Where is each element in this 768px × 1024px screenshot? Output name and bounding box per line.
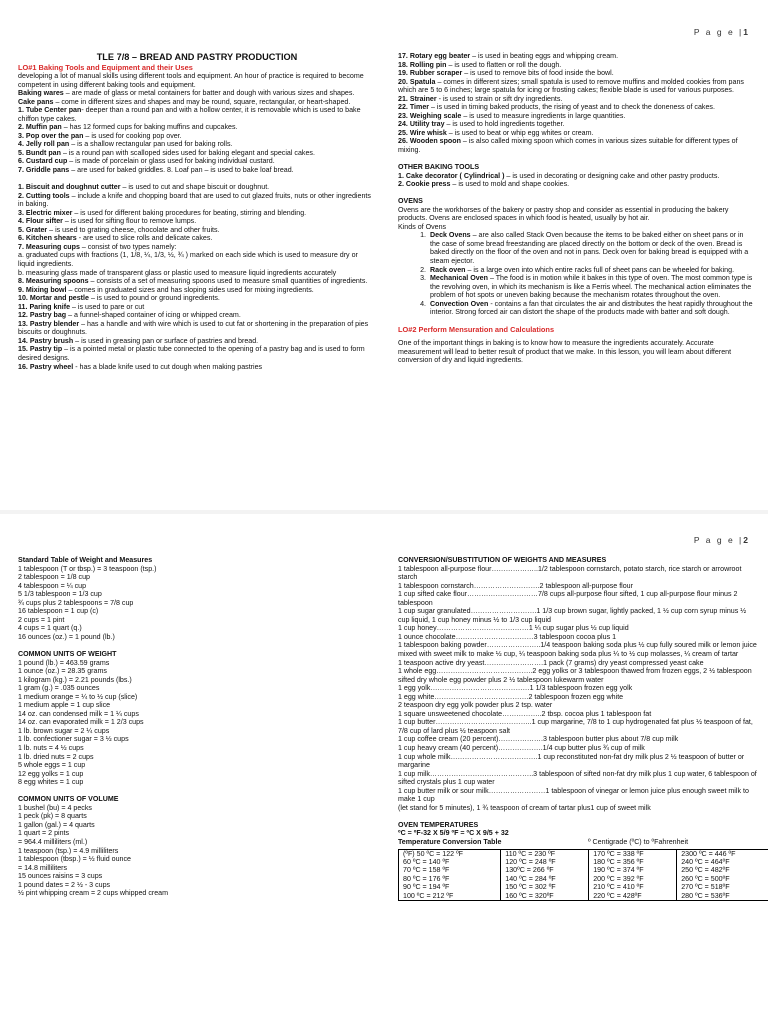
list-item-text: – are used for baked griddles. 8. Loaf pan – is used to bake loaf bread. xyxy=(69,166,294,175)
list-item-text: - deeper than a round pan and with a hollow center, it is removable which is used to bake chiffon type cakes. xyxy=(18,106,361,123)
volume-lines xyxy=(18,804,376,898)
temp-entry: 180 ºC = 356 ºF xyxy=(593,857,644,866)
weight-lines xyxy=(18,659,376,787)
list-item-text: – is used in timing baked products, the rising of yeast and to check the doneness of cakes. xyxy=(429,103,715,112)
temp-entry: 2300 ºC = 446 ºF xyxy=(681,849,736,858)
list-item-text: – is used to measure ingredients in large quantities. xyxy=(461,111,626,120)
list-item-term: 9. Mixing bowl xyxy=(18,285,67,294)
list-item-text: - are used to slice rolls and delicate cakes. xyxy=(76,234,213,243)
temp-entry: 270 ºC = 518ºF xyxy=(681,883,730,892)
text-line: = 14.8 milliliters xyxy=(18,863,68,872)
temp-entry: 80 ºC = 176 ºF xyxy=(403,874,450,883)
table-cell xyxy=(677,849,768,900)
list-item-text: – is used for cooking pop over. xyxy=(83,131,182,140)
conversion-heading: CONVERSION/SUBSTITUTION OF WEIGHTS AND MEASURES xyxy=(398,556,607,564)
temp-entry: 220 ºC = 428ºF xyxy=(593,891,642,900)
list-item-text: – is used to hold ingredients together. xyxy=(444,120,565,129)
text-line: 2 cups = 1 pint xyxy=(18,615,65,624)
list-item-text: – comes in graduated sizes and has sloping sides used for mixing ingredients. xyxy=(66,285,314,294)
temp-entry: 130ºC = 266 ºF xyxy=(505,866,554,875)
list-item xyxy=(18,98,376,107)
list-item-text: – is a round pan with scalloped sides used for baking elegant and special cakes. xyxy=(60,148,315,157)
page-number-value: 1 xyxy=(743,27,748,37)
list-item-term: 24. Utility tray xyxy=(398,120,445,129)
list-item-text: – has 12 formed cups for baking muffins and cupcakes. xyxy=(61,123,238,132)
page-number xyxy=(694,27,748,37)
list-item-term: 13. Pastry blender xyxy=(18,319,80,328)
text-line: 1 pound (lb.) = 463.59 grams xyxy=(18,658,110,667)
text-line: 1 cup sugar granulated……………………….1 1/3 cup brown sugar, lightly packed, 1 ½ cup corn syrup minus ½ cup liquid, 1 cup honey minus ½ to 1/3 cup liquid xyxy=(398,607,747,624)
list-item-term: 3. Electric mixer xyxy=(18,208,73,217)
list-item-term: 21. Strainer xyxy=(398,94,437,103)
text-line: 1 cup milk……………………………………..3 tablespoon of sifted non-fat dry milk plus 1 cup water, 6 tablespoon of sifted crystals plus 1 cup water xyxy=(398,769,757,787)
oven-kind-text: – is a large oven into which entire racks full of sheet pans can be wheeled for baking. xyxy=(465,265,735,274)
ovens-intro: Ovens are the workhorses of the bakery or pastry shop and consider as essential in producing the bakery products. Ovens are enclosed spaces in which food is heated, usually by hot air. xyxy=(398,205,729,223)
text-line: 1 cup coffee cream (20 percent)……………….3 tablespoon butter plus about 7/8 cup milk xyxy=(398,735,679,744)
text-line: 1 whole egg…………………………………..2 egg yolks or 3 tablespoon thawed from frozen eggs, 2 ½ tablespoon sifted dry whole egg powder plus 2 ½ tablespoon lukewarm water xyxy=(398,667,752,684)
list-item-text: – has a handle and with wire which is used to cut fat or shortening in the preparation of pies biscuits or doughnuts. xyxy=(18,319,369,337)
list-item xyxy=(398,52,753,61)
page-number xyxy=(694,535,748,545)
list-item-term: 11. Paring knife xyxy=(18,302,71,311)
text-line: 1 teaspoon (tsp.) = 4.9 milliliters xyxy=(18,846,119,855)
list-item-text: – is used for different baking procedures for beating, stirring and blending. xyxy=(72,208,307,217)
list-item-term: 4. Jelly roll pan xyxy=(18,140,70,149)
list-item-text: – is also called mixing spoon which comes in various sizes suitable for different types of mixing. xyxy=(398,137,738,155)
text-line: 1 cup honey…………………………………1 ¼ cup sugar plus ½ cup liquid xyxy=(398,624,629,633)
list-item-term: 16. Pastry wheel xyxy=(18,362,74,371)
temp-entry: 150 ºC = 302 ºF xyxy=(505,883,556,892)
list-item-text: - is used to strain or sift dry ingredients. xyxy=(436,94,563,103)
text-line: 1 pound dates = 2 ½ - 3 cups xyxy=(18,880,111,889)
temp-entry: 140 ºC = 284 ºF xyxy=(505,874,556,883)
text-line: 1 quart = 2 pints xyxy=(18,829,70,838)
right-column xyxy=(398,52,753,365)
list-item xyxy=(18,363,376,372)
list-item-term: 18. Rolling pin xyxy=(398,60,447,69)
list-item-term: 8. Measuring spoons xyxy=(18,277,89,286)
list-item xyxy=(398,103,753,112)
text-line: 1 lb. confectioner sugar = 3 ½ cups xyxy=(18,735,129,744)
page-2 xyxy=(0,512,768,1024)
list-item xyxy=(18,166,376,175)
list-item xyxy=(18,320,376,337)
temperature-table xyxy=(398,849,768,901)
list-item-text: – is used to remove bits of food inside the bowl. xyxy=(462,69,614,78)
tools-list-3 xyxy=(398,52,753,155)
list-item-text: – is used to pound or ground ingredients. xyxy=(88,294,220,303)
text-line: 15 ounces raisins = 3 cups xyxy=(18,872,103,881)
list-item xyxy=(18,251,376,268)
list-item-term: 14. Pastry brush xyxy=(18,336,74,345)
table-cell xyxy=(589,849,677,900)
text-line: (let stand for 5 minutes), 1 ¾ teaspoon of cream of tartar plus1 cup of sweet milk xyxy=(398,803,651,812)
lo2-heading: LO#2 Perform Mensuration and Calculations xyxy=(398,325,555,335)
text-line: 12 egg yolks = 1 cup xyxy=(18,769,84,778)
text-line: = 964.4 milliliters (ml.) xyxy=(18,837,88,846)
list-item-text: – is used to cut and shape biscuit or doughnut. xyxy=(120,183,270,192)
list-item xyxy=(18,217,376,226)
list-item xyxy=(18,183,376,192)
list-item xyxy=(18,243,376,252)
temp-entry: 250 ºC = 482ºF xyxy=(681,866,730,875)
list-item xyxy=(398,137,753,154)
volume-heading: COMMON UNITS OF VOLUME xyxy=(18,795,119,804)
list-item-term: 15. Pastry tip xyxy=(18,345,63,354)
text-line: 8 egg whites = 1 cup xyxy=(18,778,84,787)
list-item xyxy=(18,277,376,286)
text-line: 1 tablespoon (T or tbsp.) = 3 teaspoon (tsp.) xyxy=(18,564,157,573)
text-line: 1 gallon (gal.) = 4 quarts xyxy=(18,820,95,829)
list-item-text: – is made of porcelain or glass used for baking individual custard. xyxy=(67,157,275,166)
temp-entry: 200 ºC = 392 ºF xyxy=(593,874,644,883)
temp-entry: 240 ºC = 464ºF xyxy=(681,857,730,866)
list-item-term: 2. Muffin pan xyxy=(18,123,62,132)
text-line: 1 ounce (oz.) = 28.35 grams xyxy=(18,667,107,676)
list-item xyxy=(18,234,376,243)
lo2-paragraph: One of the important things in baking is to know how to measure the ingredients accurately. Accurate measurement will lead to better result of product that we make. In this lesson, you will learn about different conversion of dry and liquid ingredients. xyxy=(398,339,732,365)
text-line: 1 egg white………………………………….2 tablespoon frozen egg white xyxy=(398,692,624,701)
list-item xyxy=(18,294,376,303)
oven-kinds-list xyxy=(428,231,753,316)
list-item-term: 12. Pastry bag xyxy=(18,311,67,320)
list-item-text: – comes in different sizes; small spatula is used to remove muffins and molded cookies from pans which are 5 to 6 inches; large spatula for icing or frosting cakes; flexible blade is used for various purposes. xyxy=(398,77,744,95)
oven-kind-item xyxy=(428,274,753,300)
list-item-text: – is used to beat or whip egg whites or cream. xyxy=(446,128,594,137)
list-item xyxy=(398,69,753,78)
list-item xyxy=(18,192,376,209)
list-item xyxy=(398,112,753,121)
list-item-text: – come in different sizes and shapes and may be round, square, rectangular, or heart-shaped. xyxy=(53,97,351,106)
list-item xyxy=(18,209,376,218)
left-column xyxy=(18,556,376,898)
temp-table-title: Temperature Conversion Table xyxy=(398,838,502,846)
kinds-label: Kinds of Ovens xyxy=(398,222,447,231)
list-item xyxy=(398,180,753,189)
other-tools-list xyxy=(398,172,753,189)
ovens-heading: OVENS xyxy=(398,197,423,206)
list-item-term: 5. Grater xyxy=(18,225,48,234)
list-item-text: – is a shallow rectangular pan used for baking rolls. xyxy=(69,140,233,149)
list-item xyxy=(18,149,376,158)
list-item-text: – are made of glass or metal containers for batter and dough with various sizes and shapes. xyxy=(63,89,355,98)
list-item-term: 20. Spatula xyxy=(398,77,436,86)
temp-entry: 110 ºC = 230 ºF xyxy=(505,849,556,858)
list-item-text: b. measuring glass made of transparent glass or plastic used to measure liquid ingredients accurately xyxy=(18,268,337,277)
list-item-term: 23. Weighing scale xyxy=(398,111,462,120)
oven-kind-item xyxy=(428,300,753,317)
text-line: 1 tablespoon all-purpose flour………………..1/2 tablespoon cornstarch, potato starch, rice starch or arrowroot starch xyxy=(398,564,742,582)
temp-entry: 120 ºC = 248 ºF xyxy=(505,857,556,866)
text-line: 1 cup butter…………………………………..1 cup margarine, 7/8 to 1 cup hydrogenated fat plus ½ teaspoon of fat, 7/8 cup of lard plus ½ teaspoon salt xyxy=(398,718,753,735)
tools-list-2 xyxy=(18,183,376,371)
temp-table-caption xyxy=(398,838,758,847)
list-item-text: – include a knife and chopping board that are used to cut glazed fruits, nuts or other ingredients in baking. xyxy=(18,191,371,209)
oven-kind-item xyxy=(428,231,753,265)
temp-entry: 100 ºC = 212 ºF xyxy=(403,891,454,900)
list-item-text: – a funnel-shaped container of icing or whipped cream. xyxy=(66,311,241,320)
temp-entry: 170 ºC = 338 ºF xyxy=(593,849,644,858)
list-item xyxy=(18,140,376,149)
text-line: 2 teaspoon dry egg yolk powder plus 2 tsp. water xyxy=(398,701,553,710)
text-line: 5 whole eggs = 1 cup xyxy=(18,761,86,770)
standard-table-lines xyxy=(18,565,376,642)
text-line: 1 ounce chocolate……………………………3 tablespoon cocoa plus 1 xyxy=(398,632,617,641)
list-item-text: – is used to mold and shape cookies. xyxy=(450,180,570,189)
text-line: 1 medium orange = ¼ to ½ cup (slice) xyxy=(18,692,138,701)
text-line: 1 gram (g.) = .035 ounces xyxy=(18,684,100,693)
page-number-value: 2 xyxy=(743,535,748,545)
list-item xyxy=(398,129,753,138)
list-item-text: – is used to grating cheese, chocolate and other fruits. xyxy=(47,225,220,234)
list-item-text: – is used to flatten or roll the dough. xyxy=(446,60,562,69)
list-item-term: 25. Wire whisk xyxy=(398,128,447,137)
text-line: 1 cup heavy cream (40 percent)……………….1/4 cup butter plus ¾ cup of milk xyxy=(398,744,645,753)
list-item-term: 22. Timer xyxy=(398,103,430,112)
list-item-text: – is used for sifting flour to remove lumps. xyxy=(62,217,197,226)
temp-entry: 90 ºC = 194 ºF xyxy=(403,883,450,892)
list-item-text: – is used in greasing pan or surface of pastries and bread. xyxy=(73,336,259,345)
list-item-text: – consist of two types namely: xyxy=(79,242,177,251)
list-item-term: Cake pans xyxy=(18,97,54,106)
list-item-term: 3. Pop over the pan xyxy=(18,131,84,140)
list-item xyxy=(398,78,753,95)
text-line: 1 cup butter milk or sour milk……………………1 tablespoon of vinegar or lemon juice plus enough sweet milk to make 1 cup xyxy=(398,786,749,804)
intro-paragraph: developing a lot of manual skills using different tools and equipment. An hour of practice is required to become competent in using different baking tools and equipment. xyxy=(18,72,364,89)
list-item-term: 1. Tube Center pan xyxy=(18,106,82,115)
list-item xyxy=(18,89,376,98)
list-item xyxy=(18,157,376,166)
list-item-text: – is used in beating eggs and whipping cream. xyxy=(470,52,619,60)
temp-entry: 190 ºC = 374 ºF xyxy=(593,866,644,875)
text-line: 14 oz. can evaporated milk = 1 2/3 cups xyxy=(18,718,144,727)
text-line: 1 peck (pk) = 8 quarts xyxy=(18,812,87,821)
temp-entry: 260 ºC = 500ºF xyxy=(681,874,730,883)
oven-kind-text: - contains a fan that circulates the air and distributes the heat rapidly throughout the interior. Strong forced air can distort the shape of the products made with batter and soft dough. xyxy=(430,299,753,317)
text-line: 1 tablespoon baking powder…………………..1/4 teaspoon baking soda plus ½ cup fully soured milk or lemon juice mixed with sweet milk to make ½ cup, ¼ teaspoon baking soda plus ¼ to ½ cup molasses, ¼ cream of tartar xyxy=(398,641,757,659)
list-item-term: 1. Biscuit and doughnut cutter xyxy=(18,183,121,192)
lo1-heading: LO#1 Baking Tools and Equipment and their Uses xyxy=(18,63,193,72)
list-item xyxy=(18,311,376,320)
text-line: 1 cup whole milk……………………………….1 cup reconstituted non-fat dry milk plus 2 ½ teaspoon of butter or margarine xyxy=(398,752,745,770)
list-item-term: 5. Bundt pan xyxy=(18,148,61,157)
list-item-text: – is used in decorating or designing cake and other pastry products. xyxy=(504,171,720,180)
page-label: P a g e | xyxy=(693,27,744,37)
document-title: TLE 7/8 – BREAD AND PASTRY PRODUCTION xyxy=(96,52,298,62)
temp-entry: 60 ºC = 140 ºF xyxy=(403,857,450,866)
weight-heading: COMMON UNITS OF WEIGHT xyxy=(18,649,117,658)
oven-kind-term: Deck Ovens xyxy=(430,231,471,240)
list-item xyxy=(18,269,376,278)
list-item-text: – is a pointed metal or plastic tube connected to the opening of a pastry bag and is used to form desired designs. xyxy=(18,345,365,362)
list-item xyxy=(398,95,753,104)
text-line: 1 lb. nuts = 4 ½ cups xyxy=(18,743,84,752)
oven-kind-item xyxy=(428,266,753,275)
oven-formula: ºC = ºF-32 X 5/9 ºF = ºC X 9/5 + 32 xyxy=(398,829,509,838)
list-item-term: 19. Rubber scraper xyxy=(398,69,463,78)
list-item xyxy=(18,303,376,312)
oven-kind-text: – The food is in motion while it bakes in this type of oven. The most common type is the revolving oven, in which its mechanism is like a Ferris wheel. The mechanical action eliminates the problem of hot spots or uneven baking because the mechanism rotates throughout the oven. xyxy=(430,274,753,300)
list-item-term: 17. Rotary egg beater xyxy=(398,52,471,60)
text-line: 4 tablespoon = ¼ cup xyxy=(18,581,87,590)
list-item-term: 2. Cookie press xyxy=(398,180,451,189)
text-line: 1 tablespoon (tbsp.) = ½ fluid ounce xyxy=(18,855,131,864)
page-label: P a g e | xyxy=(693,535,744,545)
text-line: 1 teaspoon active dry yeast…………………….1 pack (7 grams) dry yeast compressed yeast cake xyxy=(398,658,704,667)
list-item-term: 6. Kitchen shears xyxy=(18,234,77,243)
oven-kind-term: Mechanical Oven xyxy=(430,274,488,283)
table-cell xyxy=(399,849,501,900)
text-line: 1 tablespoon cornstarch……………………….2 tablespoon all-purpose flour xyxy=(398,581,633,590)
temp-entry: 160 ºC = 320ºF xyxy=(505,891,554,900)
temp-entry: 280 ºC = 536ºF xyxy=(681,891,730,900)
text-line: ½ pint whipping cream = 2 cups whipped cream xyxy=(18,889,169,898)
list-item xyxy=(398,61,753,70)
text-line: ¾ cups plus 2 tablespoons = 7/8 cup xyxy=(18,598,134,607)
standard-table-heading: Standard Table of Weight and Measures xyxy=(18,556,153,564)
text-line: 16 tablespoon = 1 cup (c) xyxy=(18,607,99,616)
list-item xyxy=(398,172,753,181)
text-line: 1 lb. brown sugar = 2 ¼ cups xyxy=(18,726,110,735)
text-line: 1 bushel (bu) = 4 pecks xyxy=(18,803,92,812)
other-tools-heading: OTHER BAKING TOOLS xyxy=(398,163,480,172)
oven-kind-term: Convection Oven xyxy=(430,299,489,308)
text-line: 1 lb. dried nuts = 2 cups xyxy=(18,752,94,761)
temp-entry: 210 ºC = 410 ºF xyxy=(593,883,644,892)
text-line: 1 medium apple = 1 cup slice xyxy=(18,701,111,710)
right-column xyxy=(398,556,758,901)
list-item-text: a. graduated cups with fractions (1, 1/8, ¼, 1/3, ½, ¾ ) marked on each side which is used to measure dry or liquid ingredients. xyxy=(18,251,358,268)
table-cell xyxy=(501,849,589,900)
text-line: 1 kilogram (kg.) = 2.21 pounds (lbs.) xyxy=(18,675,132,684)
list-item-term: 7. Measuring cups xyxy=(18,242,80,251)
table-row xyxy=(399,849,768,900)
list-item-term: 1. Cake decorator ( Cylindrical ) xyxy=(398,171,505,180)
left-column xyxy=(18,52,376,371)
list-item xyxy=(398,120,753,129)
temp-table-note: º Centigrade (ºC) to ºFahrenheit xyxy=(588,838,689,846)
list-item-term: 10. Mortar and pestle xyxy=(18,294,89,303)
text-line: 1 cup sifted cake flour…………………………7/8 cups all-purpose flour sifted, 1 cup all-purpose flour minus 2 tablespoon xyxy=(398,590,738,607)
list-item-term: 4. Flour sifter xyxy=(18,217,63,226)
temp-entry: 70 ºC = 158 ºF xyxy=(403,866,450,875)
list-item xyxy=(18,286,376,295)
list-item-term: 7. Griddle pans xyxy=(18,166,70,175)
text-line: 14 oz. can condensed milk = 1 ¼ cups xyxy=(18,709,139,718)
list-item-term: 26. Wooden spoon xyxy=(398,137,461,146)
text-line: 1 egg yolk……………………………………1 1/3 tablespoon frozen egg yolk xyxy=(398,684,633,693)
list-item-text: – consists of a set of measuring spoons used to measure small quantities of ingredients. xyxy=(88,277,368,286)
list-item xyxy=(18,106,376,123)
oven-temperatures-heading: OVEN TEMPERATURES xyxy=(398,820,479,829)
text-line: 16 ounces (oz.) = 1 pound (lb.) xyxy=(18,632,115,641)
list-item-term: 6. Custard cup xyxy=(18,157,68,166)
list-item xyxy=(18,123,376,132)
oven-kind-term: Rack oven xyxy=(430,265,466,274)
list-item-text: – is used to pare or cut xyxy=(70,302,145,311)
list-item-term: Baking wares xyxy=(18,89,64,98)
list-item xyxy=(18,337,376,346)
text-line: 2 tablespoon = 1/8 cup xyxy=(18,573,90,582)
tools-list-1 xyxy=(18,89,376,174)
list-item-text: - has a blade knife used to cut dough when making pastries xyxy=(73,362,263,371)
list-item-term: 2. Cutting tools xyxy=(18,191,70,200)
temp-entry: (ºF) 50 ºC = 122 ºF xyxy=(403,849,464,858)
conversion-lines xyxy=(398,565,758,813)
text-line: 4 cups = 1 quart (q.) xyxy=(18,624,82,633)
list-item xyxy=(18,226,376,235)
text-line: 1 square unsweetened chocolate……………..2 tbsp. cocoa plus 1 tablespoon fat xyxy=(398,709,652,718)
list-item xyxy=(18,132,376,141)
text-line: 5 1/3 tablespoon = 1/3 cup xyxy=(18,590,102,599)
list-item xyxy=(18,345,376,362)
oven-kind-text: – are also called Stack Oven because the items to be baked either on sheet pans or in the case of some bread freestanding are placed directly on the bottom or deck of the oven. Bread is baked directly on the floor of the oven and not in pans. Deck oven for baking bread is equipped with a steam ejector. xyxy=(430,231,749,266)
